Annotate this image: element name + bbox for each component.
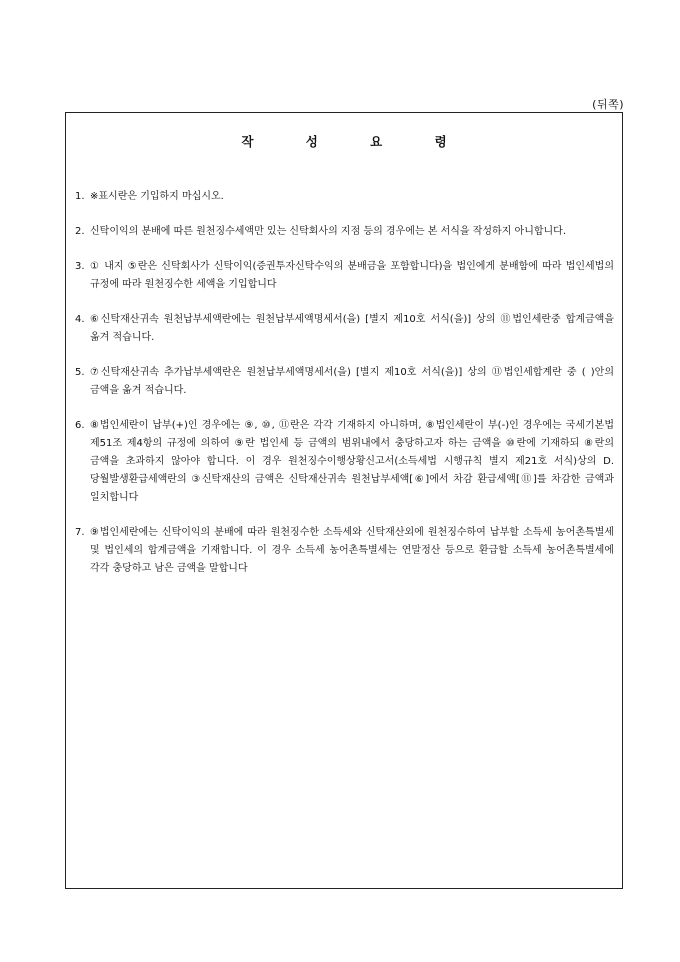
instruction-item-2 bbox=[75, 223, 614, 241]
instruction-number: 6. bbox=[75, 420, 85, 431]
instruction-number: 3. bbox=[75, 261, 85, 272]
instruction-text: ⑨법인세란에는 신탁이익의 분배에 따라 원천징수한 소득세와 신탁재산외에 원천징수하여 납부할 소득세 농어촌특별세 및 법인세의 합계금액을 기재합니다. 이 경우 소득세 농어촌특별세는 연말정산 등으로 환급할 소득세 농어촌특별세에 각각 충당하고 남은 금액을 말합니다 bbox=[90, 527, 614, 574]
instruction-item-5 bbox=[75, 364, 614, 400]
instruction-number: 4. bbox=[75, 314, 85, 325]
instruction-number: 7. bbox=[75, 527, 85, 538]
back-page-note: (뒤쪽) bbox=[592, 98, 624, 111]
instruction-item-1 bbox=[75, 188, 614, 206]
instruction-text: 신탁이익의 분배에 따른 원천징수세액만 있는 신탁회사의 지점 등의 경우에는 본 서식을 작성하지 아니합니다. bbox=[90, 226, 567, 237]
instructions-list bbox=[75, 188, 614, 595]
instruction-text: ① 내지 ⑤란은 신탁회사가 신탁이익(증권투자신탁수익의 분배금을 포함합니다)을 법인에게 분배함에 따라 법인세법의 규정에 따라 원천징수한 세액을 기입합니다 bbox=[90, 261, 614, 290]
instruction-number: 5. bbox=[75, 367, 85, 378]
instruction-text: ⑥신탁재산귀속 원천납부세액란에는 원천납부세액명세서(을) [별지 제10호 서식(을)] 상의 ⑪법인세란중 합계금액을 옮겨 적습니다. bbox=[90, 314, 614, 343]
instruction-text: ※표시란은 기입하지 마십시오. bbox=[90, 191, 224, 202]
instruction-item-4 bbox=[75, 311, 614, 347]
instruction-item-3 bbox=[75, 258, 614, 294]
instructions-title: 작 성 요 령 bbox=[241, 134, 471, 149]
instruction-number: 2. bbox=[75, 226, 85, 237]
instruction-text: ⑦신탁재산귀속 추가납부세액란은 원천납부세액명세서(을) [별지 제10호 서식(을)] 상의 ⑪법인세합계란 중 ( )안의 금액을 옮겨 적습니다. bbox=[90, 367, 614, 396]
instruction-text: ⑧법인세란이 납부(+)인 경우에는 ⑨, ⑩, ⑪란은 각각 기재하지 아니하며, ⑧법인세란이 부(-)인 경우에는 국세기본법 제51조 제4항의 규정에 의하여 ⑨란 법인세 등 금액의 범위내에서 충당하고자 하는 금액을 ⑩란에 기재하되 ⑧란의 금액을 초과하지 않아야 합니다. 이 경우 원천징수이행상황신고서(소득세법 시행규칙 별지 제21호 서식)상의 D. 당월발생환급세액란의 ③신탁재산의 금액은 신탁재산귀속 원천납부세액[⑥]에서 차감 환급세액[⑪]를 차감한 금액과 일치합니다 bbox=[90, 420, 614, 503]
instruction-number: 1. bbox=[75, 191, 85, 202]
instructions-box bbox=[65, 112, 623, 889]
instruction-item-7 bbox=[75, 524, 614, 578]
instruction-item-6 bbox=[75, 417, 614, 507]
